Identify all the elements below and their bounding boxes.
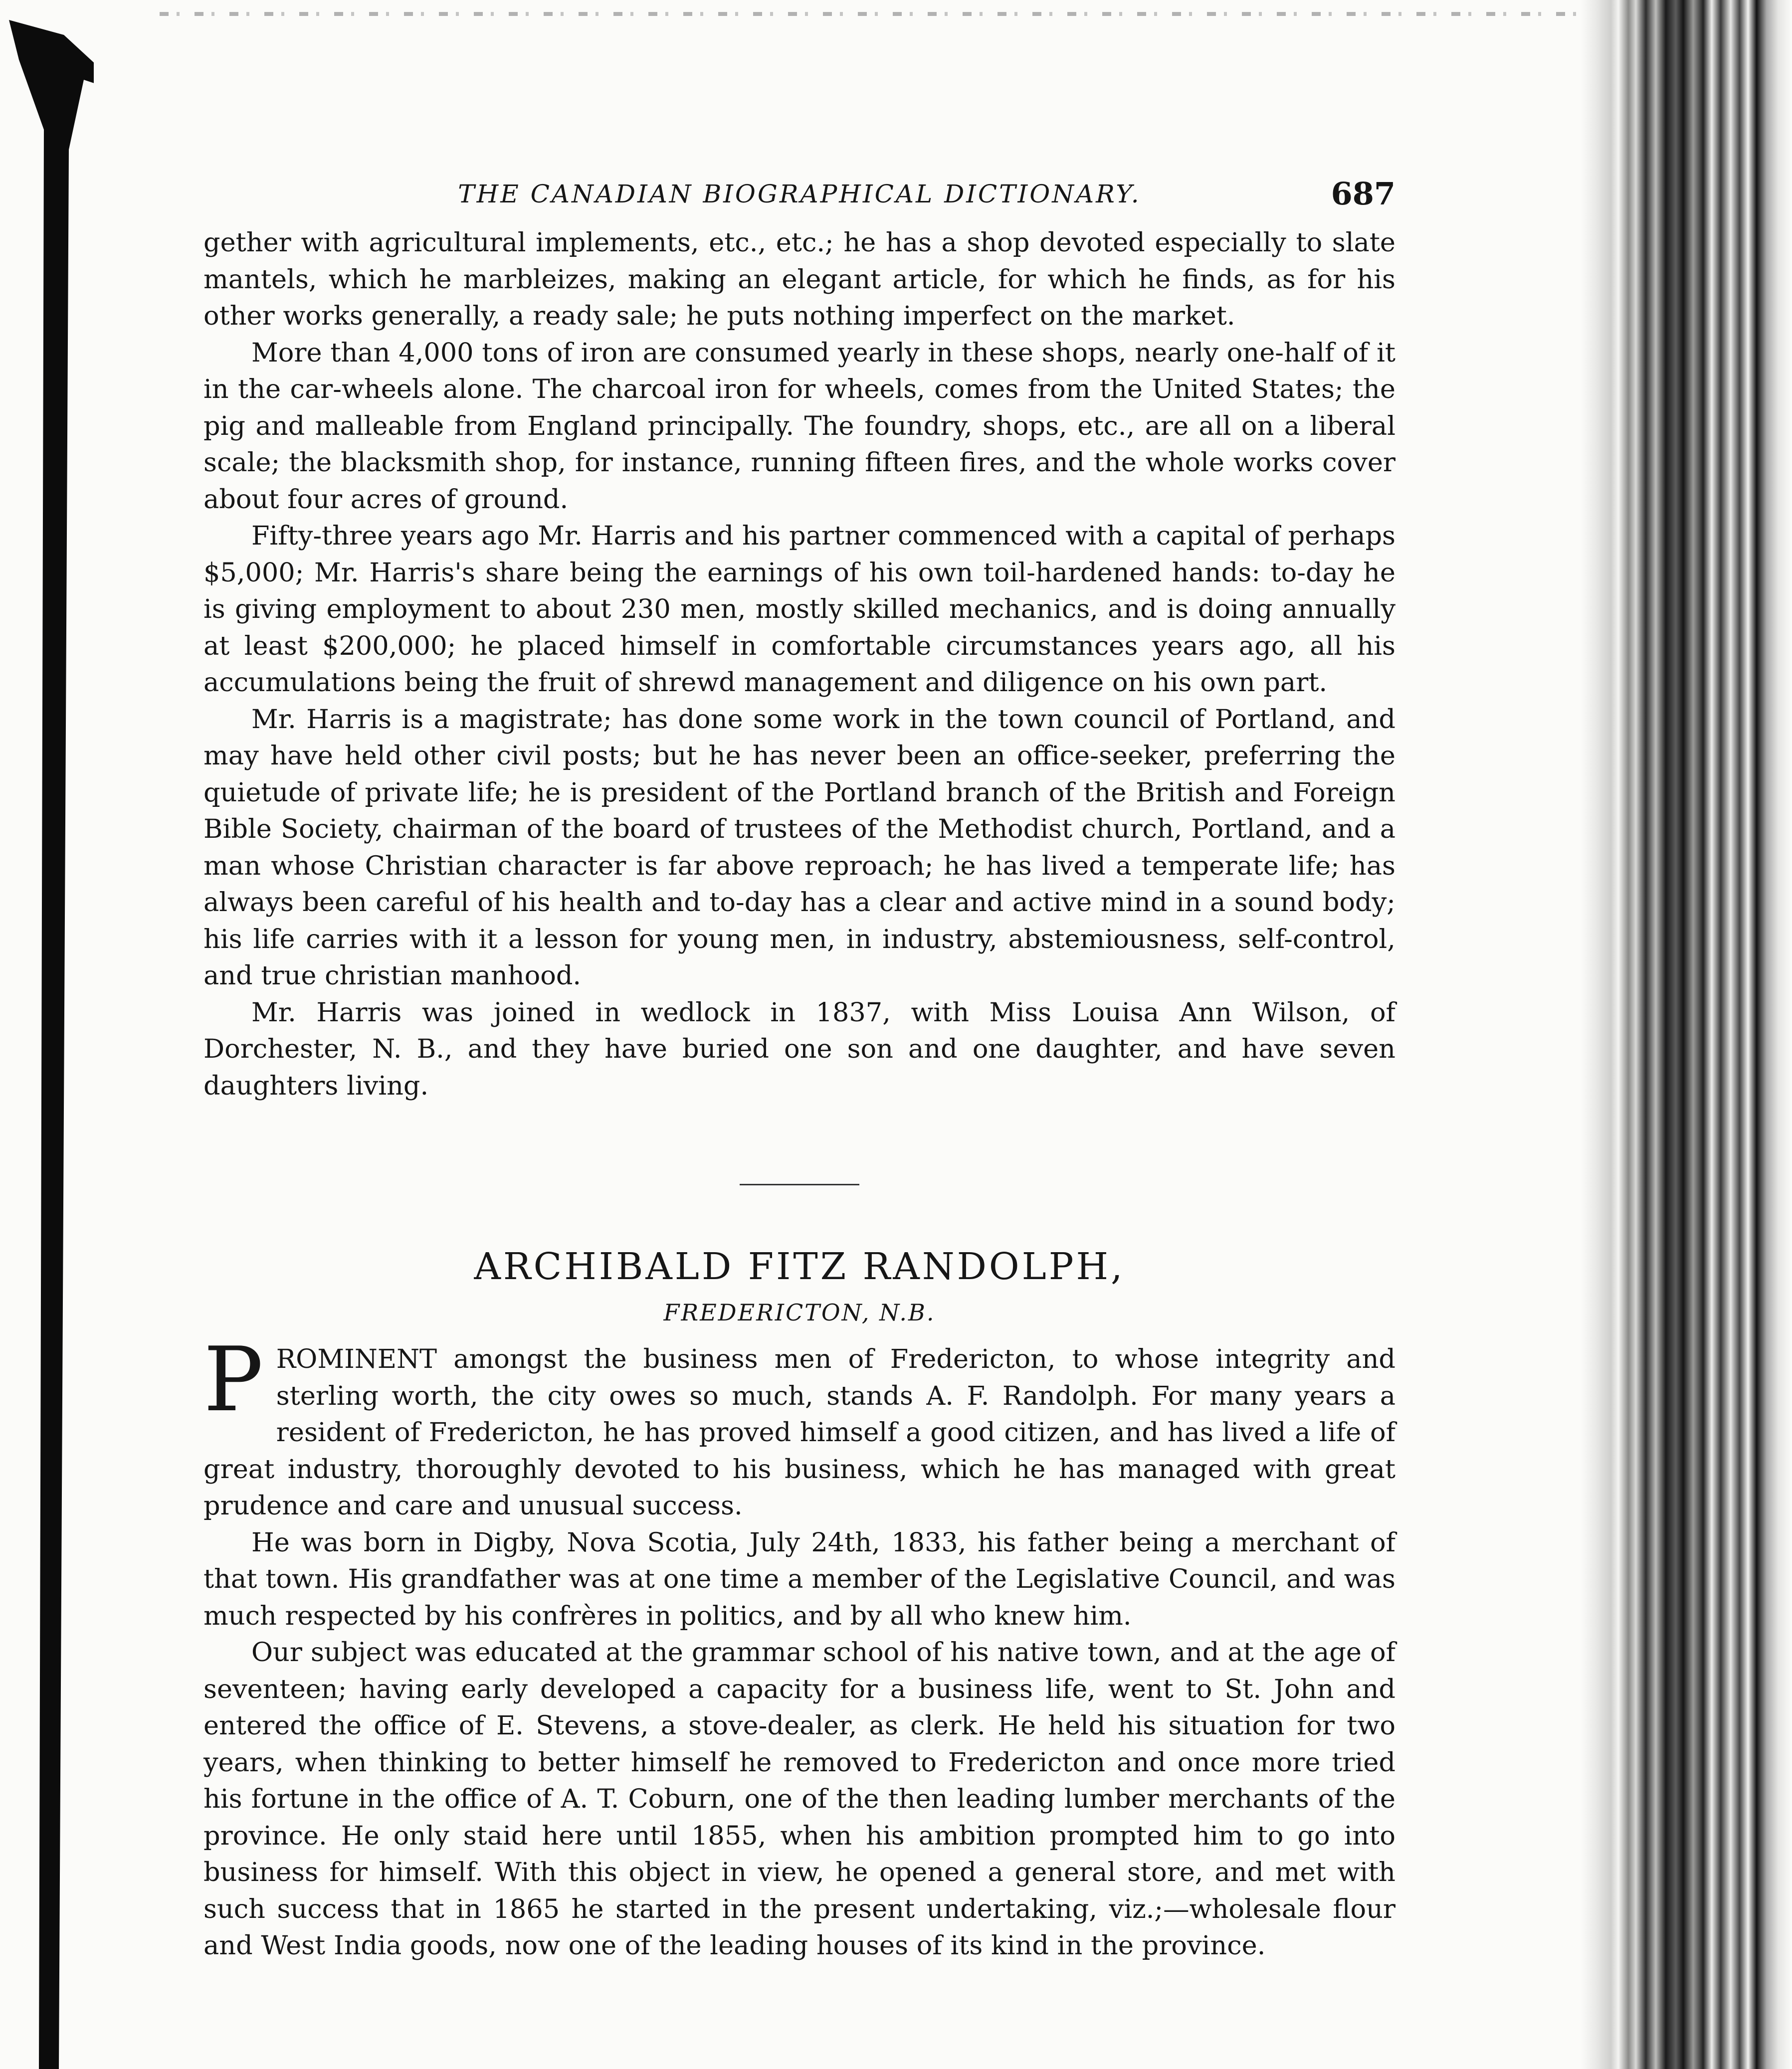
paragraph [203,1328,1395,1524]
running-head-title: THE CANADIAN BIOGRAPHICAL DICTIONARY. [458,180,1141,208]
paragraph: He was born in Digby, Nova Scotia, July 24th, 1833, his father being a merchant of that town. His grandfather was at one time a member of the Legislative Council, and was much respected by his confrères in politics, and by all who knew him. [203,1527,1395,1631]
paragraph: Mr. Harris was joined in wedlock in 1837, with Miss Louisa Ann Wilson, of Dorchester, N. B., and they have buried one son and one daughter, and have seven daughters living. [203,997,1395,1101]
running-head [203,170,1395,224]
paragraph: Our subject was educated at the grammar school of his native town, and at the age of seventeen; having early developed a capacity for a business life, went to St. John and entered the office of E. Stevens, a stove-dealer, as clerk. He held his situation for two years, when thinking to better himself he removed to Fredericton and once more tried his fortune in the office of A. T. Coburn, one of the then leading lumber merchants of the province. He only staid here until 1855, when his ambition prompted him to go into business for himself. With this object in view, he opened a general store, and met with such success that in 1865 he started in the present undertaking, viz.;—wholesale flour and West India goods, now one of the leading houses of its kind in the province. [203,1637,1395,1961]
biography-location: FREDERICTON, N.B. [663,1299,936,1326]
paragraph: More than 4,000 tons of iron are consumed yearly in these shops, nearly one-half of it in the car-wheels alone. The charcoal iron for wheels, comes from the United States; the pig and malleable from England principally. The foundry, shops, etc., are all on a liberal scale; the blacksmith shop, for instance, running fifteen fires, and the whole works cover about four acres of ground. [203,337,1395,515]
biography-heading: ARCHIBALD FITZ RANDOLPH, [474,1245,1125,1288]
paragraph-text: ROMINENT amongst the business men of Fredericton, to whose integrity and sterling worth, the city owes so much, stands A. F. Randolph. For many years a resident of Fredericton, he has proved himself a good citizen, and has lived a life of great industry, thoroughly devoted to his business, which he has managed with great prudence and care and unusual success. [203,1344,1395,1521]
randolph-biography [203,1245,1395,1964]
harris-biography-continued [203,224,1395,1104]
binding-shadow-left [9,0,94,2069]
paragraph: Fifty-three years ago Mr. Harris and his partner commenced with a capital of perhaps $5,000; Mr. Harris's share being the earnings of his own toil-hardened hands: to-day he is giving employment to about 230 men, mostly skilled mechanics, and is doing annually at least $200,000; he placed himself in comfortable circumstances years ago, all his accumulations being the fruit of shrewd management and diligence on his own part. [203,521,1395,698]
binding-shadow-right [1581,0,1792,2069]
page-number: 687 [1331,176,1395,212]
drop-cap: P [203,1328,263,1431]
page-content [203,170,1395,1964]
paragraph: gether with agricultural implements, etc., etc.; he has a shop devoted especially to slate mantels, which he marbleizes, making an elegant article, for which he finds, as for his other works generally, a ready sale; he puts nothing imperfect on the market. [203,227,1395,331]
paragraph: Mr. Harris is a magistrate; has done some work in the town council of Portland, and may have held other civil posts; but he has never been an office-seeker, preferring the quietude of private life; he is president of the Portland branch of the British and Foreign Bible Society, chairman of the board of trustees of the Methodist church, Portland, and a man whose Christian character is far above reproach; he has lived a temperate life; has always been careful of his health and to-day has a clear and active mind in a sound body; his life carries with it a lesson for young men, in industry, abstemiousness, self-control, and true christian manhood. [203,704,1395,991]
section-divider [740,1184,859,1185]
scan-noise-top [160,12,1581,16]
